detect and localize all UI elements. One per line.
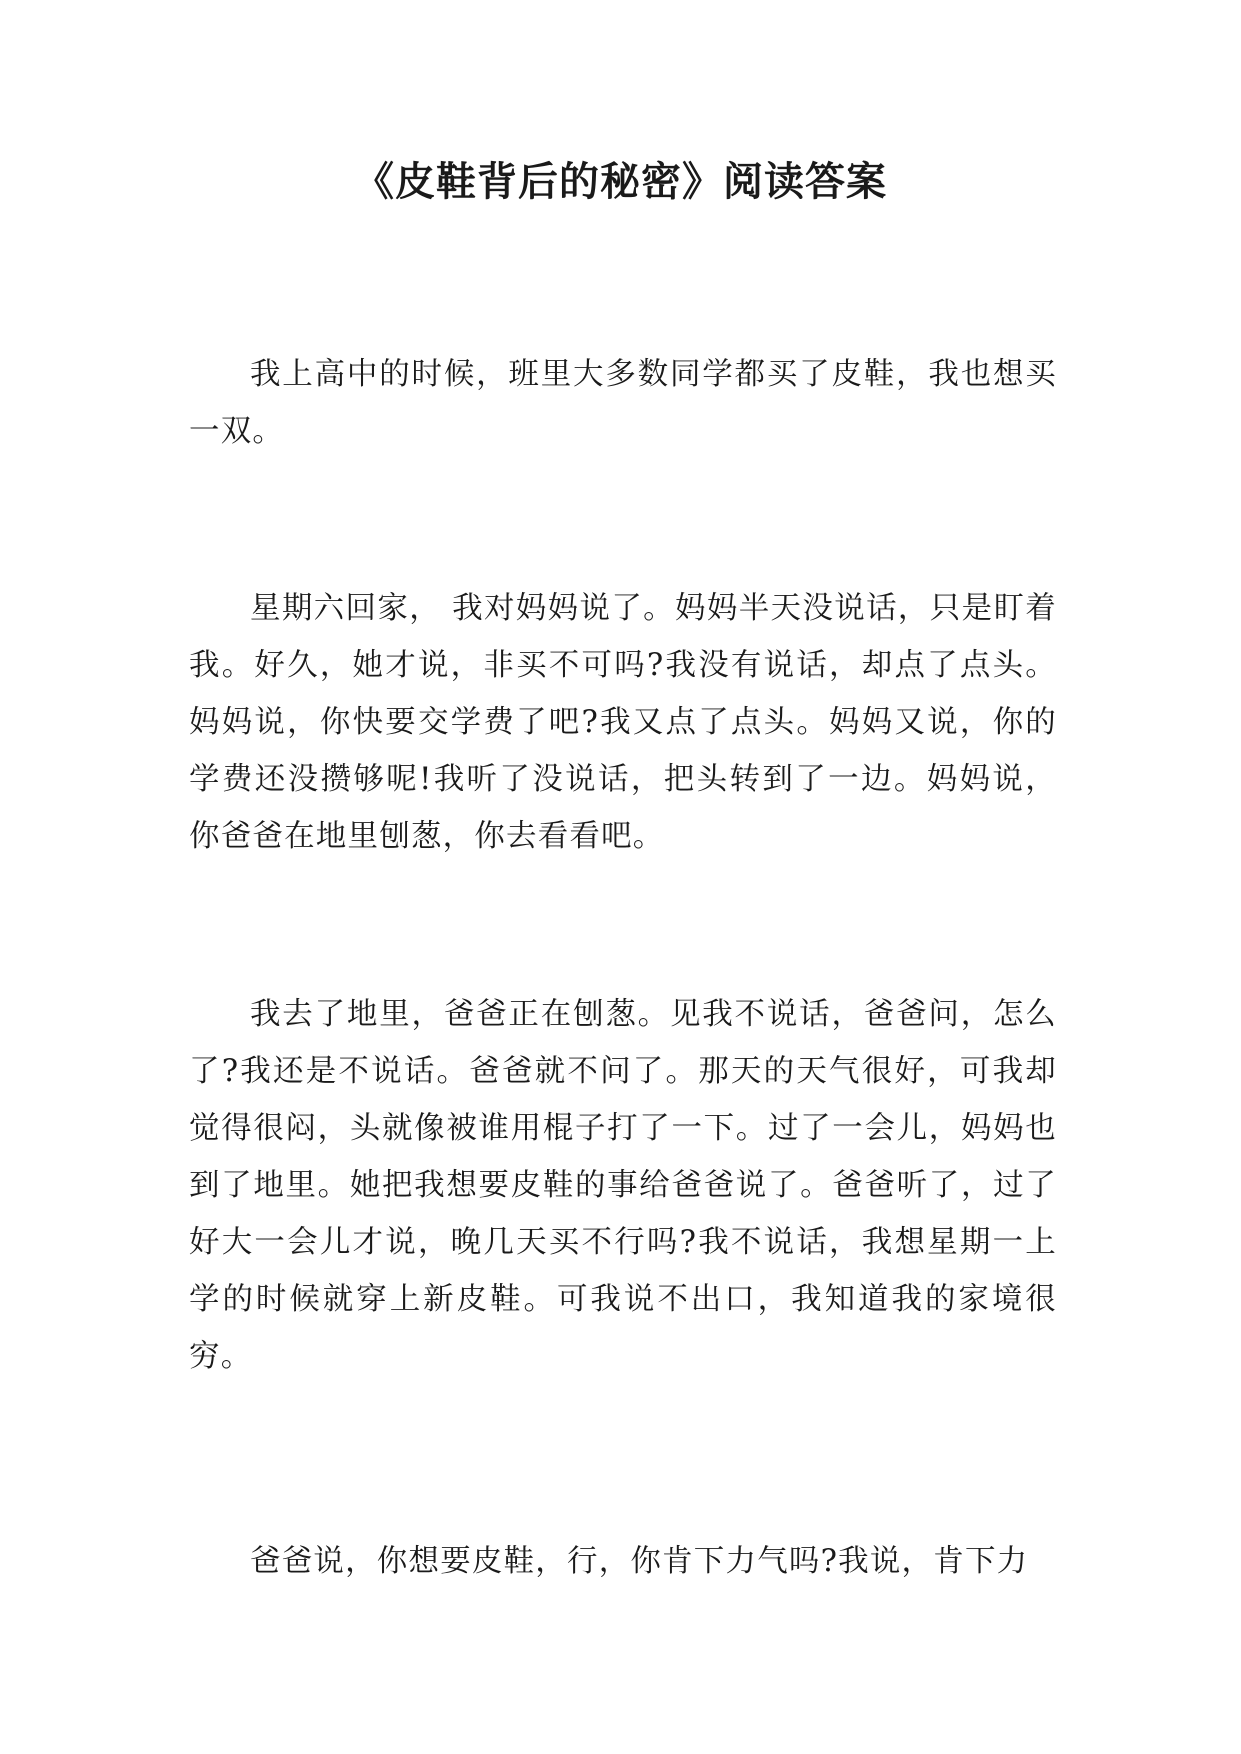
paragraph-3: 我去了地里，爸爸正在刨葱。见我不说话，爸爸问，怎么了?我还是不说话。爸爸就不问了。那天的天气很好，可我却觉得很闷，头就像被谁用棍子打了一下。过了一会儿，妈妈也到了地里。她把我想要皮鞋的事给爸爸说了。爸爸听了，过了好大一会儿才说，晚几天买不行吗?我不说话，我想星期一上学的时候就穿上新皮鞋。可我说不出口，我知道我的家境很穷。	[189, 997, 1057, 1374]
paragraph-1: 我上高中的时候，班里大多数同学都买了皮鞋，我也想买一双。	[189, 357, 1057, 449]
document-title: 《皮鞋背后的秘密》阅读答案	[354, 159, 887, 205]
paragraph-2: 星期六回家， 我对妈妈说了。妈妈半天没说话，只是盯着我。好久，她才说，非买不可吗?我没有说话，却点了点头。妈妈说，你快要交学费了吧?我又点了点头。妈妈又说，你的学费还没攒够呢!我听了没说话，把头转到了一边。妈妈说，你爸爸在地里刨葱，你去看看吧。	[189, 591, 1057, 854]
paragraph-4: 爸爸说，你想要皮鞋，行，你肯下力气吗?我说，肯下力	[250, 1544, 1029, 1579]
